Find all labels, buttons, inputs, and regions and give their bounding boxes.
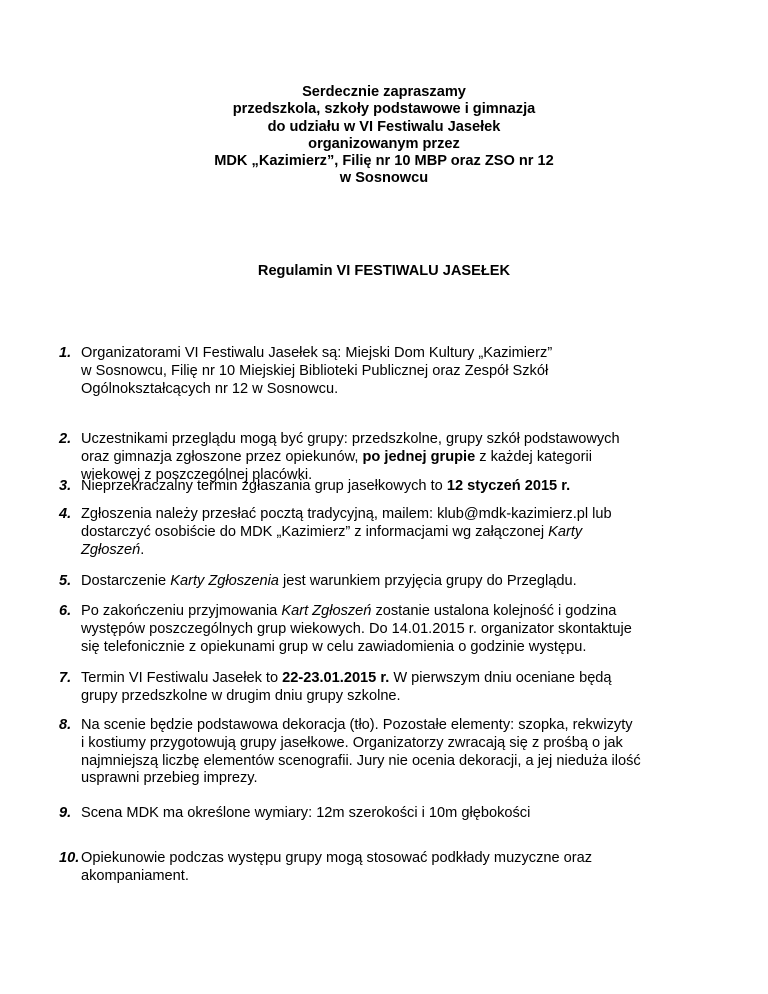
item-text-line xyxy=(81,753,719,771)
invitation-header xyxy=(0,84,768,188)
item-number: 4. xyxy=(59,506,72,522)
text-run: Ogólnokształcących nr 12 w Sosnowcu. xyxy=(81,380,339,397)
item-text-line xyxy=(81,670,719,688)
header-line: organizowanym przez xyxy=(308,135,460,152)
text-run: dostarczyć osobiście do MDK „Kazimierz” z informacjami wg załączonej xyxy=(81,523,549,540)
text-run: występów poszczególnych grup wiekowych. Do 14.01.2015 r. organizator skontaktuje xyxy=(81,620,632,637)
item-text-line xyxy=(81,381,719,399)
text-run: Nieprzekraczalny termin zgłaszania grup jasełkowych to xyxy=(81,478,447,494)
regulation-item xyxy=(59,670,719,706)
text-run: zostanie ustalona kolejność i godzina xyxy=(371,603,617,619)
header-line: w Sosnowcu xyxy=(339,170,429,187)
item-number: 3. xyxy=(59,478,72,494)
item-text xyxy=(81,431,719,484)
item-text-line xyxy=(81,868,719,886)
regulation-item xyxy=(59,478,719,496)
item-text-line xyxy=(81,542,719,560)
item-text xyxy=(81,603,719,656)
text-run: Uczestnikami przeglądu mogą być grupy: przedszkolne, grupy szkół podstawowych xyxy=(81,431,620,447)
text-run: . xyxy=(140,541,145,558)
item-text-line xyxy=(81,603,719,621)
item-number: 6. xyxy=(59,603,72,619)
header-line: Serdecznie zapraszamy xyxy=(302,84,466,100)
text-run: Zgłoszenia należy przesłać pocztą tradycyjną, mailem: klub@mdk-kazimierz.pl lub xyxy=(81,506,612,522)
item-text-line xyxy=(81,688,719,706)
item-text-line xyxy=(81,345,719,363)
regulation-item xyxy=(59,603,719,656)
text-run: z każdej kategorii xyxy=(475,448,593,465)
item-number: 1. xyxy=(59,345,72,361)
text-run: W pierwszym dniu oceniane będą xyxy=(389,670,612,686)
item-number: 8. xyxy=(59,717,72,733)
item-number: 10. xyxy=(59,850,80,866)
text-run: Organizatorami VI Festiwalu Jasełek są: Miejski Dom Kultury „Kazimierz” xyxy=(81,345,553,361)
regulation-item xyxy=(59,345,719,398)
item-text-line xyxy=(81,621,719,639)
item-text-line xyxy=(81,639,719,657)
item-text-line xyxy=(81,850,719,868)
text-run: najmniejszą liczbę elementów scenografii. Jury nie ocenia dekoracji, a jej nieduża ilość xyxy=(81,752,641,769)
item-text-line xyxy=(81,717,719,735)
item-text xyxy=(81,717,719,788)
item-text xyxy=(81,850,719,886)
text-run: Na scenie będzie podstawowa dekoracja (tło). Pozostałe elementy: szopka, rekwizyty xyxy=(81,717,633,733)
text-run: jest warunkiem przyjęcia grupy do Przeglądu. xyxy=(278,573,577,589)
text-run: wiekowej z poszczególnej placówki. xyxy=(81,466,313,483)
text-run: grupy przedszkolne w drugim dniu grupy szkolne. xyxy=(81,687,401,704)
item-text-line xyxy=(81,573,719,591)
item-text xyxy=(81,506,719,559)
item-text xyxy=(81,670,719,706)
text-run: się telefonicznie z opiekunami grup w celu zawiadomienia o godzinie występu. xyxy=(81,638,587,655)
text-run: oraz gimnazja zgłoszone przez opiekunów, xyxy=(81,448,363,465)
item-text-line xyxy=(81,363,719,381)
item-text xyxy=(81,478,719,496)
italic-text: Kart Zgłoszeń xyxy=(281,603,372,619)
item-text xyxy=(81,573,719,591)
item-text-line xyxy=(81,478,719,496)
text-run: Scena MDK ma określone wymiary: 12m szerokości i 10m głębokości xyxy=(81,805,531,821)
item-number: 5. xyxy=(59,573,72,589)
item-text-line xyxy=(81,770,719,788)
text-run: usprawni przebieg imprezy. xyxy=(81,770,258,787)
item-text xyxy=(81,805,719,823)
header-line: MDK „Kazimierz”, Filię nr 10 MBP oraz ZSO nr 12 xyxy=(214,153,554,170)
text-run: akompaniament. xyxy=(81,867,189,884)
regulation-item xyxy=(59,506,719,559)
text-run: Termin VI Festiwalu Jasełek to xyxy=(81,670,283,686)
item-text-line xyxy=(81,506,719,524)
item-text-line xyxy=(81,449,719,467)
bold-text: po jednej grupie xyxy=(362,448,476,465)
item-text xyxy=(81,345,719,398)
item-number: 9. xyxy=(59,805,72,821)
text-run: Po zakończeniu przyjmowania xyxy=(81,603,282,619)
bold-text: 22-23.01.2015 r. xyxy=(282,670,390,686)
regulation-item xyxy=(59,573,719,591)
regulation-item xyxy=(59,717,719,788)
text-run: Opiekunowie podczas występu grupy mogą stosować podkłady muzyczne oraz xyxy=(81,850,593,866)
item-text-line xyxy=(81,431,719,449)
item-text-line xyxy=(81,524,719,542)
header-line: do udziału w VI Festiwalu Jasełek xyxy=(267,118,501,135)
regulation-item xyxy=(59,431,719,484)
header-line: przedszkola, szkoły podstawowe i gimnazja xyxy=(232,101,536,118)
item-number: 2. xyxy=(59,431,72,447)
italic-text: Zgłoszeń xyxy=(81,541,141,558)
text-run: Dostarczenie xyxy=(81,573,171,589)
italic-text: Karty xyxy=(548,523,583,540)
regulation-item xyxy=(59,805,719,823)
regulation-title: Regulamin VI FESTIWALU JASEŁEK xyxy=(257,263,511,279)
text-run: w Sosnowcu, Filię nr 10 Miejskiej Biblioteki Publicznej oraz Zespół Szkół xyxy=(81,362,549,379)
item-text-line xyxy=(81,805,719,823)
item-text-line xyxy=(81,735,719,753)
item-number: 7. xyxy=(59,670,72,686)
text-run: i kostiumy przygotowują grupy jasełkowe. Organizatorzy zwracają się z prośbą o jak xyxy=(81,734,623,751)
regulation-item xyxy=(59,850,719,886)
italic-text: Karty Zgłoszenia xyxy=(170,573,279,589)
bold-text: 12 styczeń 2015 r. xyxy=(446,478,571,494)
